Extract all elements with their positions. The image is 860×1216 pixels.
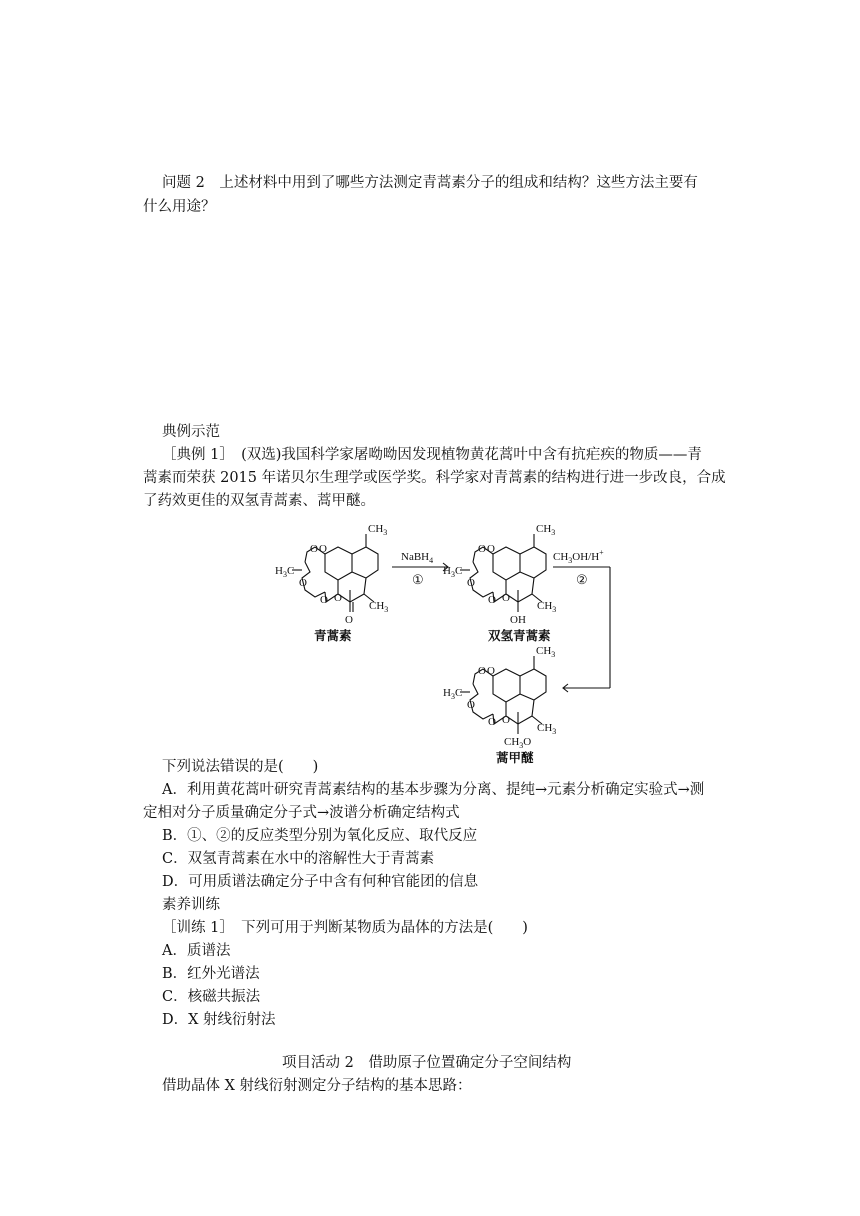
- option-c: C．双氢青蒿素在水中的溶解性大于青蒿素: [162, 851, 435, 867]
- training-option-c: C．核磁共振法: [162, 989, 261, 1005]
- c1-o-left: O: [299, 577, 307, 589]
- c2-o-bottom: O: [488, 594, 496, 606]
- question2-line1: 问题 2 上述材料中用到了哪些方法测定青蒿素分子的组成和结构？这些方法主要有: [162, 175, 698, 191]
- c3-peroxide-o2: O: [487, 665, 495, 677]
- c2-peroxide-o2: O: [487, 543, 495, 555]
- c3-o-ring: O: [502, 714, 510, 726]
- c2-ch3-right: $CH_3$: [537, 600, 557, 614]
- c1-name: 青蒿素: [314, 629, 352, 643]
- c2-o-left: O: [467, 577, 475, 589]
- c1-o-bottom: O: [320, 594, 328, 606]
- c3-o-bottom: O: [488, 716, 496, 728]
- example-intro-line2: 蒿素而荣获 2015 年诺贝尔生理学或医学奖。科学家对青蒿素的结构进行进一步改良，合成: [143, 470, 726, 486]
- training-heading: 素养训练: [162, 897, 220, 913]
- option-b: B．①、②的反应类型分别为氧化反应、取代反应: [162, 828, 478, 844]
- c2-h3c: $H_3C$: [443, 565, 463, 579]
- c1-ch3-right: $CH_3$: [369, 600, 389, 614]
- c2-name: 双氢青蒿素: [488, 629, 551, 643]
- training-option-a: A．质谱法: [162, 943, 231, 959]
- c1-ch3-top: $CH_3$: [368, 523, 388, 537]
- c3-ch3-right: $CH_3$: [537, 722, 557, 736]
- c2-ch3-top: $CH_3$: [536, 523, 556, 537]
- example-intro-line3: 了药效更佳的双氢青蒿素、蒿甲醚。: [143, 493, 375, 509]
- c1-o-ring: O: [334, 592, 342, 604]
- c3-methoxy: $CH_3O$: [504, 736, 532, 750]
- c1-carbonyl-o: O: [345, 614, 353, 626]
- question2-line2: 什么用途？: [143, 199, 216, 215]
- option-a-line1: A．利用黄花蒿叶研究青蒿素结构的基本步骤为分离、提纯→元素分析确定实验式→测: [162, 782, 705, 798]
- training-option-b: B．红外光谱法: [162, 966, 260, 982]
- activity2-line1: 借助晶体 X 射线衍射测定分子结构的基本思路：: [162, 1078, 472, 1094]
- c3-name: 蒿甲醚: [496, 751, 534, 765]
- c2-peroxide-o1: O: [478, 543, 486, 555]
- c2-o-ring: O: [502, 592, 510, 604]
- c1-peroxide-o1: O: [310, 543, 318, 555]
- option-d: D．可用质谱法确定分子中含有何种官能团的信息: [162, 874, 479, 890]
- training-stem: ［训练 1］ 下列可用于判断某物质为晶体的方法是( ): [162, 920, 528, 936]
- c2-hydroxyl: OH: [510, 614, 526, 626]
- training-option-d: D．X 射线衍射法: [162, 1012, 276, 1028]
- option-a-line2: 定相对分子质量确定分子式→波谱分析确定结构式: [143, 805, 460, 821]
- step2-label: ②: [576, 572, 588, 587]
- activity2-title: 项目活动 2 借助原子位置确定分子空间结构: [282, 1055, 572, 1071]
- c3-o-left: O: [467, 699, 475, 711]
- example-intro-line1: ［典例 1］ (双选)我国科学家屠呦呦因发现植物黄花蒿叶中含有抗疟疾的物质——青: [162, 447, 702, 463]
- step1-label: ①: [412, 572, 424, 587]
- reagent1: NaBH$_4$: [401, 551, 434, 565]
- example-heading: 典例示范: [162, 424, 220, 440]
- c3-ch3-top: $CH_3$: [536, 645, 556, 659]
- c3-h3c: $H_3C$: [443, 687, 463, 701]
- c1-h3c: $H_3C$: [275, 565, 295, 579]
- reaction-scheme: [270, 512, 630, 765]
- question-stem: 下列说法错误的是( ): [162, 759, 319, 775]
- reagent2: $CH_3OH/H^+$: [553, 548, 604, 565]
- c3-peroxide-o1: O: [478, 665, 486, 677]
- c1-peroxide-o2: O: [319, 543, 327, 555]
